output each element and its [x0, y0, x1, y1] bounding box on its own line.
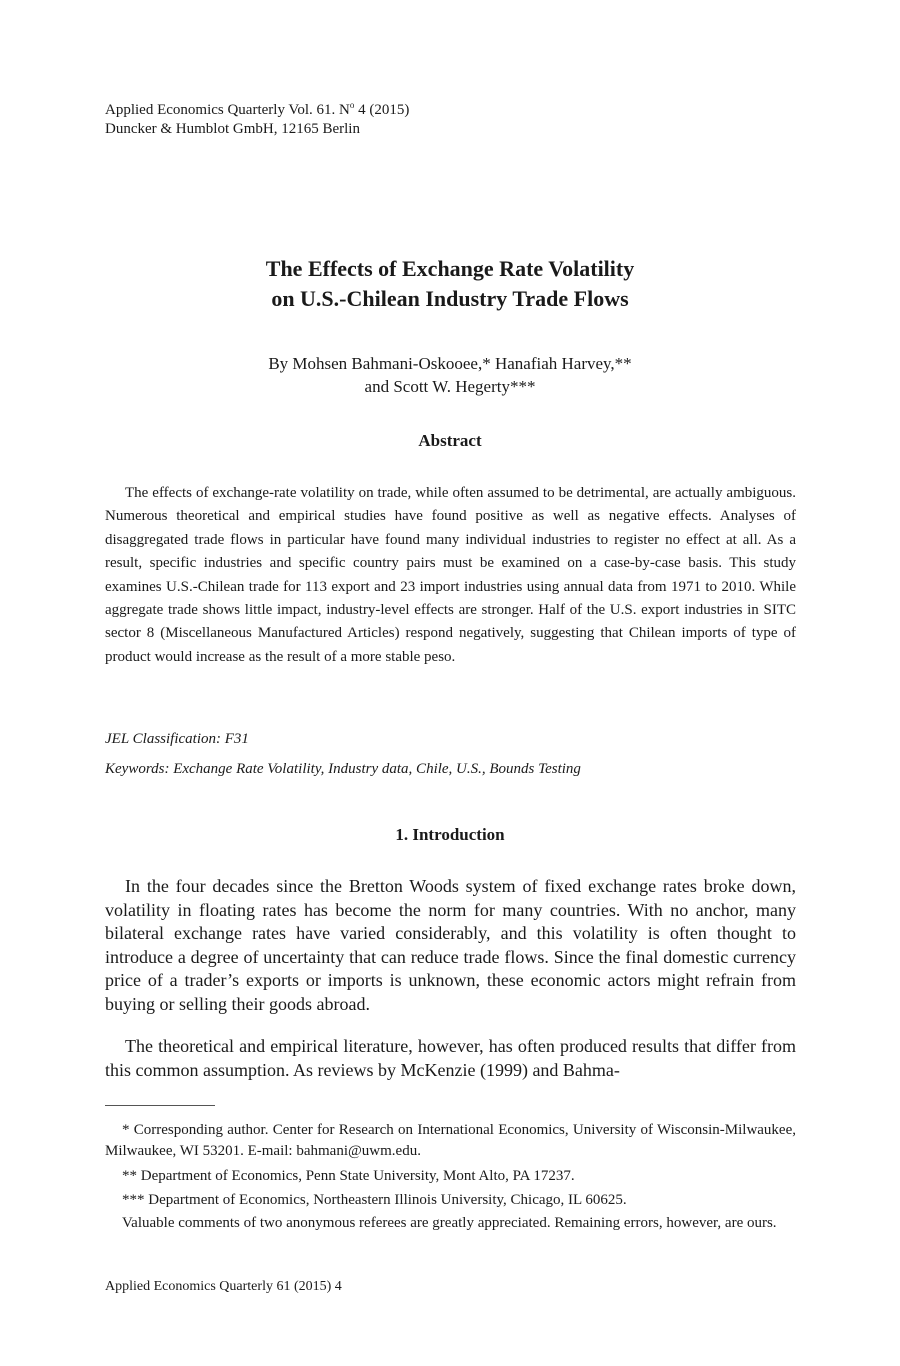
journal-citation-line: Applied Economics Quarterly Vol. 61. $N^o$ 4 (2015): [105, 100, 410, 118]
body-paragraph: The theoretical and empirical literature, however, has often produced results that differ from this common assumption. As reviews by McKenzie (1999) and Bahma-: [105, 1036, 796, 1080]
footnote-acknowledgement: Valuable comments of two anonymous referees are greatly appreciated. Remaining errors, however, are ours.: [122, 1215, 777, 1231]
footnote-affiliation-2: ** Department of Economics, Penn State University, Mont Alto, PA 17237.: [122, 1168, 575, 1184]
author-list: [0, 352, 900, 398]
footnote-divider: [105, 1105, 215, 1106]
keywords: Keywords: Exchange Rate Volatility, Industry data, Chile, U.S., Bounds Testing: [105, 761, 581, 777]
article-title: [0, 254, 900, 314]
abstract-text: The effects of exchange-rate volatility on trade, while often assumed to be detrimental, are actually ambiguous. Numerous theoretical and empirical studies have found positive as well as negative effects. Analyses of disaggregated trade flows in particular have found many individual industries to register no effect at all. As a result, specific industries and specific country pairs must be examined on a case-by-case basis. This study examines U.S.-Chilean trade for 113 export and 23 import industries using annual data from 1971 to 2010. While aggregate trade shows little impact, industry-level effects are stronger. Half of the U.S. export industries in SITC sector 8 (Miscellaneous Manufactured Articles) respond negatively, suggesting that Chilean imports of type of product would increase as the result of a more stable peso.: [105, 485, 796, 665]
jel-classification: JEL Classification: F31: [105, 731, 249, 747]
publisher-line: Duncker & Humblot GmbH, 12165 Berlin: [105, 121, 360, 137]
abstract-heading: Abstract: [418, 431, 482, 450]
footnote-affiliation-3: *** Department of Economics, Northeastern Illinois University, Chicago, IL 60625.: [122, 1192, 627, 1208]
body-paragraph: In the four decades since the Bretton Woods system of fixed exchange rates broke down, volatility in floating rates has become the norm for many countries. With no anchor, many bilateral exchange rates have varied considerably, and this volatility is often thought to introduce a degree of uncertainty that can reduce trade flows. Since the final domestic currency price of a trader’s exports or imports is unknown, these economic actors might refrain from buying or selling their goods abroad.: [105, 876, 796, 1014]
author-line-1: By Mohsen Bahmani-Oskooee,* Hanafiah Harvey,**: [268, 354, 632, 373]
footnote-corresponding-author: * Corresponding author. Center for Research on International Economics, University of Wisconsin-Milwaukee, Milwaukee, WI 53201. E-mail: bahmani@uwm.edu.: [105, 1122, 796, 1159]
article-title-line-2: on U.S.-Chilean Industry Trade Flows: [271, 286, 629, 311]
journal-header: [105, 101, 409, 139]
page-footer: Applied Economics Quarterly 61 (2015) 4: [105, 1279, 342, 1294]
article-title-line-1: The Effects of Exchange Rate Volatility: [265, 256, 635, 281]
author-line-2: and Scott W. Hegerty***: [364, 377, 536, 396]
section-heading-introduction: 1. Introduction: [395, 825, 505, 844]
